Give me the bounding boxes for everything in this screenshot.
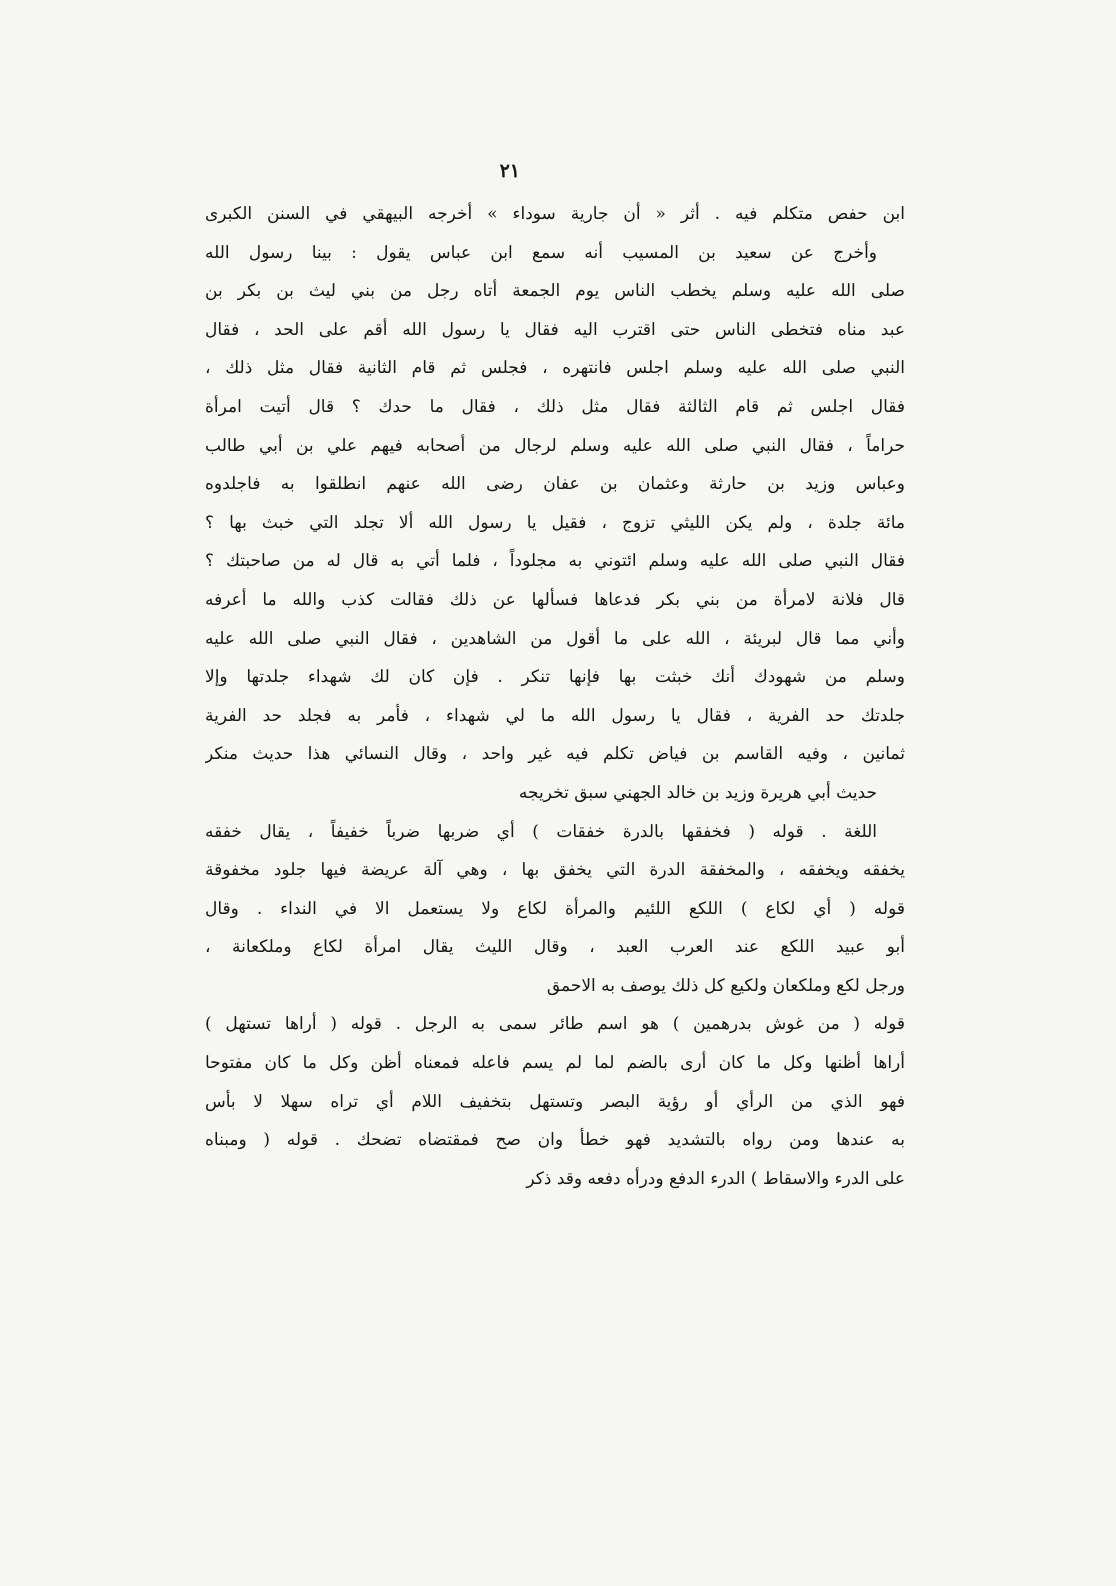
body-text bbox=[205, 195, 905, 1198]
text-line: به عندها ومن رواه بالتشديد فهو خطأ وان صح فمقتضاه تضحك . قوله ( ومبناه bbox=[205, 1130, 905, 1151]
text-line: النبي صلى الله عليه وسلم اجلس فانتهره ، فجلس ثم قام الثانية فقال مثل ذلك ، bbox=[205, 358, 905, 379]
text-line: صلى الله عليه وسلم يخطب الناس يوم الجمعة أتاه رجل من بني ليث بن بكر بن bbox=[205, 281, 905, 302]
text-line: ورجل لكع وملكعان ولكيع كل ذلك يوصف به الاحمق bbox=[546, 975, 905, 996]
text-line: فقال النبي صلى الله عليه وسلم ائتوني به مجلوداً ، فلما أتي به قال له من صاحبتك ؟ bbox=[205, 551, 905, 572]
text-line: عبد مناه فتخطى الناس حتى اقترب اليه فقال يا رسول الله أقم على الحد ، فقال bbox=[205, 319, 905, 340]
text-line: فهو الذي من الرأي أو رؤية البصر وتستهل بتخفيف اللام أي تراه سهلا لا بأس bbox=[205, 1091, 905, 1112]
text-line: أبو عبيد اللكع عند العرب العبد ، وقال الليث يقال امرأة لكاع وملكعانة ، bbox=[205, 937, 905, 958]
text-line: مائة جلدة ، ولم يكن الليثي تزوج ، فقيل يا رسول الله ألا تجلد التي خبث بها ؟ bbox=[205, 512, 905, 533]
text-line: قوله ( من غوش بدرهمين ) هو اسم طائر سمى به الرجل . قوله ( أراها تستهل ) bbox=[205, 1014, 905, 1035]
text-line: اللغة . قوله ( فخفقها بالدرة خفقات ) أي ضربها ضرباً خفيفاً ، يقال خفقه bbox=[205, 821, 877, 842]
text-line: فقال اجلس ثم قام الثالثة فقال مثل ذلك ، فقال ما حدك ؟ قال أتيت امرأة bbox=[205, 396, 905, 417]
text-line: أراها أظنها وكل ما كان أرى بالضم لما لم يسم فاعله فمعناه أظن وكل ما كان مفتوحا bbox=[205, 1053, 905, 1074]
text-line: وسلم من شهودك أنك خبثت بها فإنها تنكر . فإن كان لك شهداء جلدتها وإلا bbox=[205, 667, 905, 688]
text-line: قوله ( أي لكاع ) اللكع اللئيم والمرأة لكاع ولا يستعمل الا في النداء . وقال bbox=[205, 898, 905, 919]
text-line: حديث أبي هريرة وزيد بن خالد الجهني سبق تخريجه bbox=[518, 782, 877, 803]
text-line: وعباس وزيد بن حارثة وعثمان بن عفان رضى الله عنهم انطلقوا به فاجلدوه bbox=[205, 474, 905, 495]
text-line: ثمانين ، وفيه القاسم بن فياض تكلم فيه غير واحد ، وقال النسائي هذا حديث منكر bbox=[205, 744, 905, 765]
text-line: ابن حفص متكلم فيه . أثر « أن جارية سوداء » أخرجه البيهقي في السنن الكبرى bbox=[205, 204, 905, 224]
text-line: وأني مما قال لبريئة ، الله على ما أقول من الشاهدين ، فقال النبي صلى الله عليه bbox=[205, 628, 905, 649]
page-number: ٢١ bbox=[499, 160, 520, 182]
text-line: قال فلانة لامرأة من بني بكر فدعاها فسألها عن ذلك فقالت كذب والله ما أعرفه bbox=[205, 589, 905, 610]
text-line: وأخرج عن سعيد بن المسيب أنه سمع ابن عباس يقول : بينا رسول الله bbox=[205, 242, 877, 263]
text-line: على الدرء والاسقاط ) الدرء الدفع ودرأه دفعه وقد ذكر bbox=[526, 1168, 905, 1189]
text-line: يخفقه ويخفقه ، والمخفقة الدرة التي يخفق بها ، وهي آلة عريضة فيها جلود مخفوقة bbox=[205, 860, 905, 881]
text-line: حراماً ، فقال النبي صلى الله عليه وسلم لرجال من أصحابه فيهم علي بن أبي طالب bbox=[205, 435, 905, 456]
text-line: جلدتك حد الفرية ، فقال يا رسول الله ما لي شهداء ، فأمر به فجلد حد الفرية bbox=[205, 705, 905, 726]
